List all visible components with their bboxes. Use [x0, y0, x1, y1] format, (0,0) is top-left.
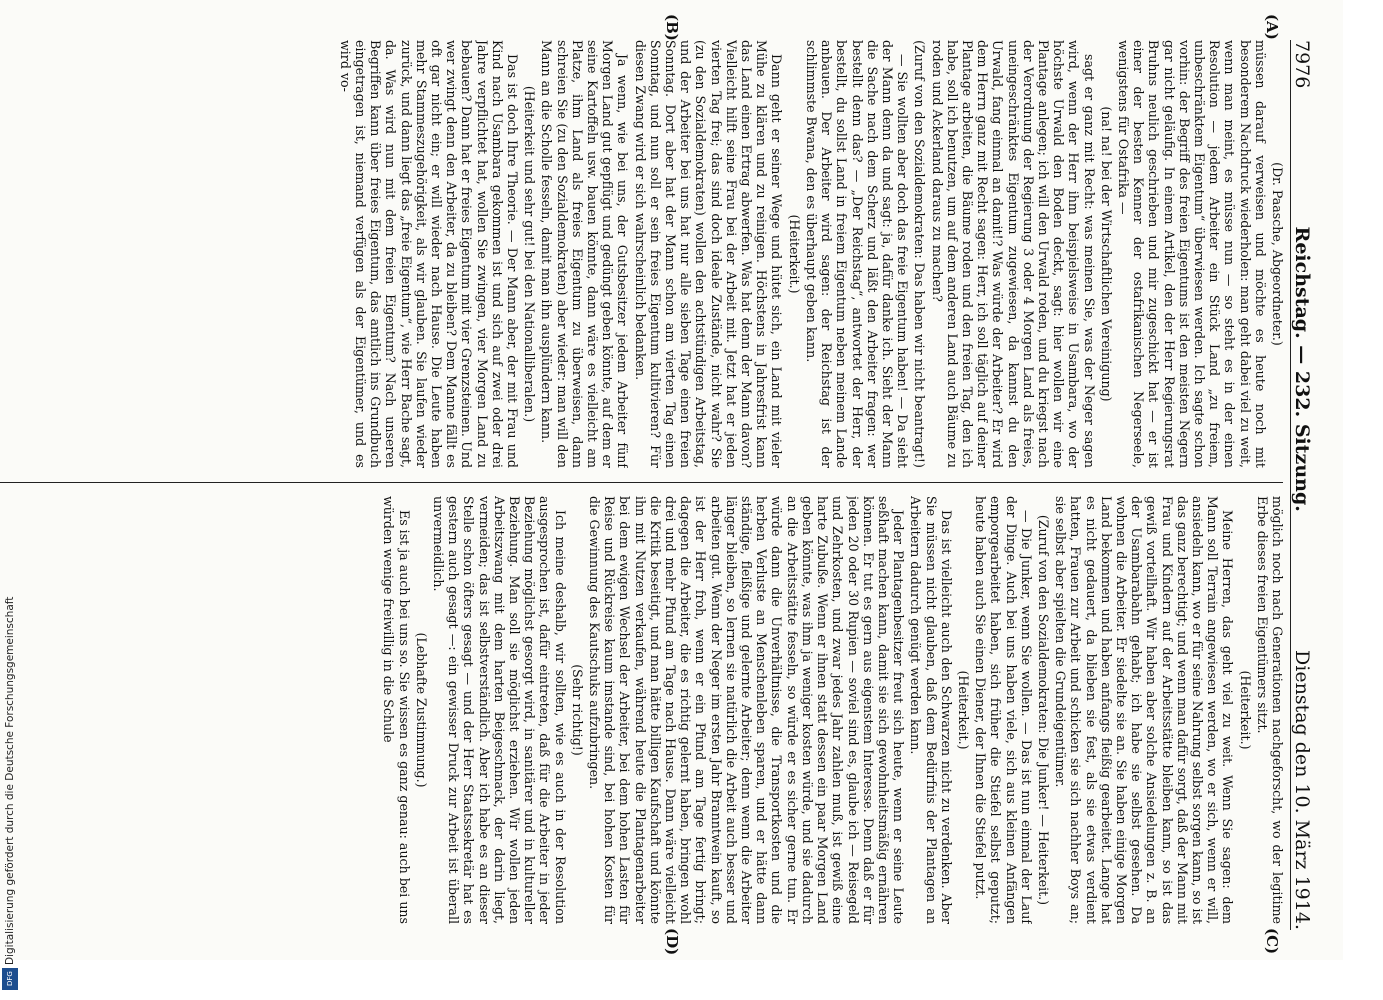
paragraph: Dann geht er seiner Wege und hütet sich, ein Land mit vieler Mühe zu klären und zu reinigen. Höchstens in Jahresfrist kann das Land einen Ertrag abwerfen. Was hat denn der Mann davon? Vielleicht hilft seine Frau bei der Arbeit mit. Jetzt hat er jeden vierten Tag frei; das sind doch ideale Zustände, nicht wahr? Sie (zu den Sozialdemokraten) wollen den achtstündigen Arbeitstag, und der Arbeiter bei uns hat nur alle sieben Tage einen freien Sonntag. Dort aber hat der Mann schon am vierten Tag einen Sonntag, und nun soll er sein freies Eigentum kultivieren? Für diesen Zwang wird er sich wahrscheinlich bedanken.	[632, 40, 785, 468]
paragraph: möglich noch nach Generationen nachgeforscht, wo der legitime Erbe dieses freien Eigentümers sitzt.	[1254, 496, 1285, 924]
page-number: 7976	[1291, 40, 1313, 89]
margin-letter-a: (A)	[1263, 14, 1281, 40]
digitization-credit: Digitalisierung gefördert durch die Deutsche Forschungsgemeinschaft	[4, 596, 16, 965]
header-date: Dienstag den 10. März 1914.	[1291, 650, 1313, 930]
paragraph: Meine Herren, das geht viel zu weit. Wenn Sie sagen: dem Mann soll Terrain angewiesen werden, wo er sich, wenn er will, ansiedeln kann, wo er für seine Nahrung selbst sorgen kann, so ist das ganz berechtigt; und wenn man dafür sorgt, daß der Mann mit Frau und Kindern auf der Arbeitsstätte bleiben kann, so ist das gewiß vorteilhaft. Wir haben aber solche Ansiedelungen z. B. an der Usambarabahn gehabt; ich habe sie selbst gesehen. Da wohnen die Arbeiter. Er siedelte sie an. Sie haben einige Morgen Land bekommen und haben anfangs fleißig gearbeitet. Lange hat es nicht gedauert, da blieben sie fest, als sie etwas verdient hatten, Frauen zur Arbeit und schicken sie sich nachher Boys an; sie selbst aber spielten die Grundeigentümer.	[1053, 496, 1236, 924]
paragraph: (Zuruf von den Sozialdemokraten: Die Junker! — Heiterkeit.)	[1035, 514, 1051, 906]
paragraph: (Lebhafte Zustimmung.)	[413, 632, 429, 788]
paragraph: (Zuruf von den Sozialdemokraten: Das haben wir nicht beantragt!)	[912, 40, 928, 468]
paragraph: Das ist doch Ihre Theorie. — Der Mann aber, der mit Frau und Kind nach Usambara gekommen ist und sich auf zwei oder drei Jahre verpflichtet hat, wollen Sie zwingen, vier Morgen Land zu bebauen? Dann hat er freies Eigentum mit vier Grenzsteinen. Und wer zwingt denn den Arbeiter, da zu bleiben? Dem Manne fällt es oft gar nicht ein; er will wieder nach Hause. Die Leute haben mehr Stammeszugehörigkeit, als wir glauben. Sie laufen wieder zurück, und dann liegt das „freie Eigentum“, wie Herr Bache sagt, da. Was wird nun mit dem freien Eigentum? Nach unseren Begriffen kann über freies Eigentum, das amtlich ins Grundbuch eingetragen ist, niemand verfügen als der Eigentümer, und es wird vo-	[337, 40, 521, 468]
paragraph: — Die Junker, wenn Sie wollen. — Das ist nun einmal der Lauf der Dinge. Auch bei uns haben viele, sich aus kleinen Anfängen emporgearbeitet haben, sich früher die Stiefel selbst geputzt; heute haben auch Sie einen Diener, der Ihnen die Stiefel putzt.	[973, 496, 1034, 924]
paragraph: Ich meine deshalb, wir sollten, wie es auch in der Resolution ausgesprochen ist, dafür eintreten, daß für die Arbeiter in jeder Beziehung möglichst gesorgt wird, in sanitärer und in kultureller Beziehung. Man soll sie möglichst erziehen. Wir wollen jeden Arbeitszwang mit dem harten Beigeschmack, der darin liegt, vermeiden; das ist selbstverständlich. Aber ich habe es an dieser Stelle schon öfters gesagt — und der Herr Staatssekretär hat es gestern auch gesagt —: ein gewisser Druck zur Arbeit ist überall unvermeidlich.	[431, 496, 568, 924]
margin-letter-d: (D)	[663, 928, 681, 956]
paragraph: — Sie wollten aber doch das freie Eigentum haben! — Da sieht der Mann denn da und sagt: ja, dafür danke ich. Sieht der Mann die Sache nach dem Scherz und läßt den Arbeiter fragen: wer bestellt denn das? — „Der Reichstag“, antwortet der Herr, der bestellt, du sollst Land in freiem Eigentum neben meinem Lande anbauen. Der Arbeiter wird sagen: der Reichstag ist der schlimmste Bwana, den es überhaupt geben kann.	[803, 40, 911, 468]
paragraph: (Sehr richtig!)	[569, 664, 585, 756]
paragraph: sagt er ganz mit Recht: was meinen Sie, was der Neger sagen wird, wenn der Herr ihm beispielsweise in Usambara, wo der höchste Urwald den Boden deckt, sagt: hier wollen wir eine Plantage anlegen; ich will den Urwald roden, und du kriegst nach der Verordnung der Regierung 3 oder 4 Morgen Land als freies, uneingeschränktes Eigentum zugewiesen, da kannst du den Urwald, fang einmal an damit!? Was würde der Arbeiter? Er wird dem Herrn ganz mit Recht sagen: Herr, ich soll täglich auf deiner Plantage arbeiten, die Bäume roden und den freien Tag, den ich habe, soll ich benutzen, um auf dem anderen Land auch Bäume zu roden und Ackerland daraus zu machen?	[929, 40, 1097, 468]
margin-letter-b: (B)	[663, 14, 681, 41]
page-header	[1290, 40, 1321, 930]
paragraph: (Heiterkeit.)	[786, 214, 802, 294]
text-column-right	[0, 496, 1285, 924]
column-divider	[0, 482, 1283, 483]
paragraph: Es ist ja auch bei uns so. Sie wissen es ganz genau: auch bei uns würden wenige freiwillig in die Schule	[381, 496, 412, 924]
paragraph: (na! na! bei der Wirtschaftlichen Vereinigung)	[1098, 106, 1114, 402]
header-title: Reichstag. — 232. Sitzung.	[1291, 226, 1313, 512]
paragraph: Jeder Plantagenbesitzer freut sich heute, wenn er seine Leute seßhaft machen kann, damit sie sich gewohnheitsmäßig ernähren können. Er tut es gern aus eigenstem Interesse. Denn daß er für jeden 20 oder 30 Rupien — soviel sind es, glaube ich — Reisegeld und Zehrkosten, und zwar jedes Jahr zahlen muß, ist gewiß eine harte Zubuße. Wenn er ihnen statt dessen ein paar Morgen Land geben könnte, was ihm ja weniger kosten würde, und sie dadurch an die Arbeitsstätte fesseln, so würde er es sicher gerne tun. Er würde dann die Unverhältnisse, die Transportkosten und die herben Verluste an Menschenleben sparen, und er hätte dann ständige, fleißige und gelernte Arbeiter; denn wenn die Arbeiter länger bleiben, so lernen sie natürlich die Arbeit auch besser und arbeiten gut. Wenn der Neger im ersten Jahr Branntwein kauft, so ist der Herr froh, wenn er ein Pfund am Tage fertig bringt; dagegen die Arbeiter, die es richtig gelernt haben, bringen wohl drei und mehr Pfund am Tage nach Hause. Dann wäre vielleicht die Kritik beseitigt, und man hätte billigen Kaufschaft und könnte ihn mit Nutzen verkaufen, während heute die Plantagenarbeiter bei dem ewigen Wechsel der Arbeiter, bei dem hohen Lasten für Reise und Rückreise kaum imstande sind, bei hohen Kosten für die Gewinnung des Kautschuks aufzubringen.	[587, 496, 907, 924]
margin-letter-c: (C)	[1263, 928, 1281, 955]
text-column-left	[0, 40, 1285, 468]
paragraph: müssen darauf verweisen und möchte es heute noch mit besonderem Nachdruck wiederholen: man geht dabei viel zu weit, wenn man meint, es müsse nun — so steht es in der einen Resolution — jedem Arbeiter ein Stück Land „zu freiem, unbeschränktem Eigentum“ überwiesen werden. Ich sagte schon vorhin: der Begriff des freien Eigentums ist den meisten Negern gar nicht geläufig. In einem Artikel, den der Herr Regierungsrat Bruhns neulich geschrieben und mir zugeschickt hat — er ist einer der besten Kenner der ostafrikanischen Negerseele, wenigstens für Ostafrika —	[1115, 40, 1268, 468]
paragraph: Ja wenn, wie bei uns, der Gutsbesitzer jedem Arbeiter fünf Morgen Land gut gepflügt und gedüngt geben könnte, auf dem er seine Kartoffeln usw. bauen könnte, dann wäre es vielleicht am Platze, ihm Land als freies Eigentum zu überweisen, dann schreien Sie (zu den Sozialdemokraten) aber wieder: man will den Mann an die Scholle fesseln, damit man ihn ausplündern kann.	[539, 40, 631, 468]
dfg-logo: DFG	[2, 968, 18, 990]
paragraph: (Heiterkeit.)	[1237, 670, 1253, 750]
paragraph: (Heiterkeit.)	[955, 670, 971, 750]
paragraph: (Dr. Paasche, Abgeordneter.)	[1270, 162, 1285, 346]
paragraph: (Heiterkeit und sehr gut! bei den Nationalliberalen.)	[522, 85, 538, 423]
paragraph: Das ist vielleicht auch den Schwarzen nicht zu verdenken. Aber Sie müssen nicht glauben, daß dem Bedürfnis der Plantagen an Arbeitern dadurch genügt werden kann.	[908, 496, 954, 924]
